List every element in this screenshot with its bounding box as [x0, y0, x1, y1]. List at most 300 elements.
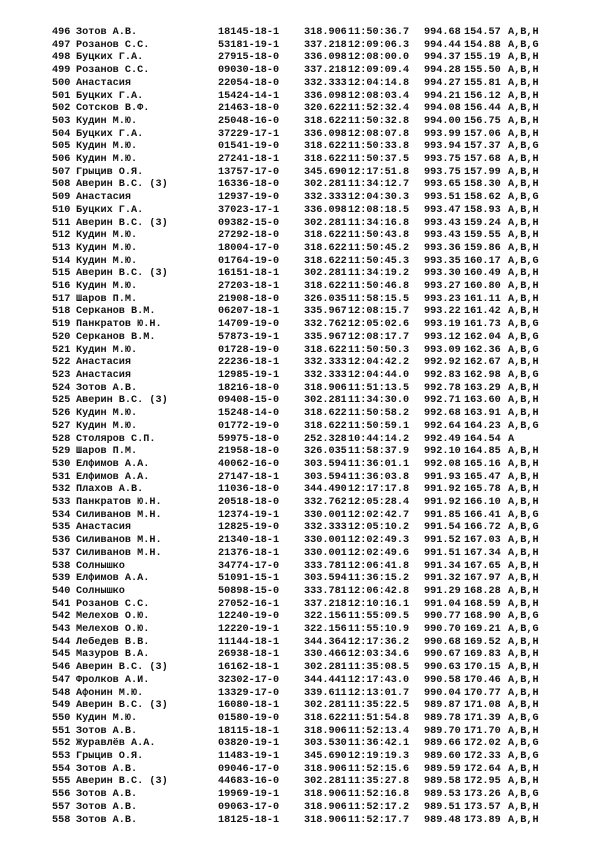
cell-ring-number: 53181-19-1: [218, 39, 280, 51]
cell-speed: 989.51: [424, 801, 461, 813]
cell-arrival-time: 10:44:14.2: [348, 433, 410, 445]
cell-place: 507: [52, 166, 71, 178]
cell-coefficient: 154.57: [464, 27, 501, 38]
cell-coefficient: 162.67: [464, 357, 501, 369]
cell-speed: 993.75: [424, 166, 461, 178]
cell-coefficient: 170.15: [464, 662, 501, 674]
cell-arrival-time: 12:17:36.2: [348, 636, 410, 648]
cell-arrival-time: 11:58:15.5: [348, 293, 410, 305]
cell-coefficient: 171.70: [464, 725, 501, 737]
cell-category-flags: A,B,H: [508, 687, 539, 699]
cell-category-flags: A,B,H: [508, 115, 539, 127]
table-row: [52, 294, 562, 307]
cell-place: 513: [52, 242, 71, 254]
cell-coefficient: 172.64: [464, 763, 501, 775]
cell-speed: 989.87: [424, 700, 461, 712]
cell-arrival-time: 12:06:42.8: [348, 585, 410, 597]
cell-category-flags: A,B,H: [508, 166, 539, 178]
cell-distance: 320.622: [304, 103, 347, 115]
table-row: [52, 129, 562, 142]
cell-category-flags: A,B,H: [508, 535, 539, 547]
table-row: [52, 751, 562, 764]
cell-speed: 993.23: [424, 293, 461, 305]
table-row: [52, 281, 562, 294]
cell-place: 509: [52, 192, 71, 204]
cell-distance: 302.281: [304, 217, 347, 229]
cell-category-flags: A,B,H: [508, 497, 539, 509]
table-row: [52, 484, 562, 497]
cell-ring-number: 32302-17-0: [218, 674, 280, 686]
cell-coefficient: 162.98: [464, 369, 501, 381]
cell-coefficient: 173.89: [464, 814, 501, 826]
cell-arrival-time: 11:35:22.5: [348, 700, 410, 712]
table-row: [52, 268, 562, 281]
cell-ring-number: 18145-18-1: [218, 27, 280, 38]
cell-category-flags: A,B,H: [508, 128, 539, 140]
cell-owner-name: Аверин В.С. (3): [76, 217, 168, 229]
cell-place: 534: [52, 509, 71, 521]
cell-distance: 318.622: [304, 281, 347, 293]
cell-speed: 993.65: [424, 179, 461, 191]
cell-coefficient: 165.78: [464, 484, 501, 496]
table-row: [52, 179, 562, 192]
cell-arrival-time: 11:35:08.5: [348, 662, 410, 674]
cell-distance: 337.218: [304, 65, 347, 77]
cell-owner-name: Кудин М.Ю.: [76, 255, 138, 267]
cell-coefficient: 170.77: [464, 687, 501, 699]
cell-arrival-time: 11:34:16.8: [348, 217, 410, 229]
cell-owner-name: Афонин М.Ю.: [76, 687, 144, 699]
cell-ring-number: 01772-19-0: [218, 420, 280, 432]
cell-owner-name: Аверин В.С. (3): [76, 662, 168, 674]
cell-coefficient: 173.57: [464, 801, 501, 813]
cell-owner-name: Кудин М.Ю.: [76, 115, 138, 127]
cell-arrival-time: 12:19:19.3: [348, 751, 410, 763]
cell-place: 506: [52, 154, 71, 166]
cell-place: 530: [52, 458, 71, 470]
cell-distance: 339.611: [304, 687, 347, 699]
cell-coefficient: 155.81: [464, 77, 501, 89]
cell-speed: 991.32: [424, 573, 461, 585]
cell-speed: 991.92: [424, 497, 461, 509]
cell-category-flags: A,B,G: [508, 509, 539, 521]
cell-distance: 326.035: [304, 446, 347, 458]
cell-speed: 993.47: [424, 204, 461, 216]
cell-arrival-time: 12:03:34.6: [348, 649, 410, 661]
cell-ring-number: 27203-18-1: [218, 281, 280, 293]
cell-distance: 332.333: [304, 192, 347, 204]
cell-ring-number: 21340-18-1: [218, 535, 280, 547]
cell-ring-number: 09063-17-0: [218, 801, 280, 813]
cell-place: 532: [52, 484, 71, 496]
cell-coefficient: 172.33: [464, 751, 501, 763]
cell-ring-number: 19969-19-1: [218, 789, 280, 801]
cell-arrival-time: 11:55:10.9: [348, 624, 410, 636]
cell-speed: 992.49: [424, 433, 461, 445]
cell-category-flags: A,B,H: [508, 103, 539, 115]
table-row: [52, 408, 562, 421]
cell-category-flags: A,B,G: [508, 624, 539, 636]
cell-arrival-time: 12:17:17.8: [348, 484, 410, 496]
cell-owner-name: Мелехов О.Ю.: [76, 624, 150, 636]
cell-ring-number: 11483-19-1: [218, 751, 280, 763]
cell-ring-number: 15424-14-1: [218, 90, 280, 102]
cell-coefficient: 169.52: [464, 636, 501, 648]
cell-ring-number: 15248-14-0: [218, 408, 280, 420]
cell-arrival-time: 12:08:18.5: [348, 204, 410, 216]
cell-category-flags: A,B,H: [508, 725, 539, 737]
cell-owner-name: Кудин М.Ю.: [76, 344, 138, 356]
cell-speed: 993.22: [424, 306, 461, 318]
cell-owner-name: Кудин М.Ю.: [76, 420, 138, 432]
cell-speed: 993.09: [424, 344, 461, 356]
cell-speed: 991.29: [424, 585, 461, 597]
cell-owner-name: Кудин М.Ю.: [76, 712, 138, 724]
table-row: [52, 510, 562, 523]
cell-category-flags: A,B,H: [508, 700, 539, 712]
cell-place: 499: [52, 65, 71, 77]
cell-category-flags: A,B,H: [508, 27, 539, 38]
cell-arrival-time: 11:52:16.8: [348, 789, 410, 801]
cell-owner-name: Елфимов А.А.: [76, 458, 150, 470]
cell-coefficient: 172.95: [464, 776, 501, 788]
cell-owner-name: Сотсков В.Ф.: [76, 103, 150, 115]
cell-coefficient: 165.47: [464, 471, 501, 483]
cell-place: 526: [52, 408, 71, 420]
table-row: [52, 306, 562, 319]
cell-category-flags: A,B,G: [508, 369, 539, 381]
cell-category-flags: A,B,H: [508, 408, 539, 420]
cell-category-flags: A,B,H: [508, 674, 539, 686]
cell-speed: 994.28: [424, 65, 461, 77]
cell-distance: 336.098: [304, 204, 347, 216]
table-row: [52, 91, 562, 104]
cell-coefficient: 170.46: [464, 674, 501, 686]
cell-ring-number: 21958-18-0: [218, 446, 280, 458]
cell-category-flags: A,B,H: [508, 662, 539, 674]
cell-owner-name: Аверин В.С. (3): [76, 776, 168, 788]
cell-owner-name: Розанов С.С.: [76, 65, 150, 77]
cell-arrival-time: 11:36:03.8: [348, 471, 410, 483]
table-row: [52, 802, 562, 815]
cell-place: 546: [52, 662, 71, 674]
cell-place: 500: [52, 77, 71, 89]
cell-ring-number: 12985-19-1: [218, 369, 280, 381]
cell-coefficient: 171.39: [464, 712, 501, 724]
cell-ring-number: 20518-18-0: [218, 497, 280, 509]
cell-arrival-time: 11:34:19.2: [348, 268, 410, 280]
cell-distance: 318.622: [304, 141, 347, 153]
cell-distance: 322.156: [304, 624, 347, 636]
cell-category-flags: A,B,H: [508, 458, 539, 470]
cell-distance: 318.622: [304, 230, 347, 242]
table-row: [52, 52, 562, 65]
cell-ring-number: 27292-18-0: [218, 230, 280, 242]
cell-distance: 344.441: [304, 674, 347, 686]
cell-distance: 318.906: [304, 763, 347, 775]
cell-speed: 989.78: [424, 712, 461, 724]
cell-ring-number: 09046-17-0: [218, 763, 280, 775]
cell-arrival-time: 12:02:49.3: [348, 535, 410, 547]
cell-place: 547: [52, 674, 71, 686]
cell-coefficient: 163.60: [464, 395, 501, 407]
cell-owner-name: Зотов А.В.: [76, 27, 138, 38]
cell-category-flags: A,B,G: [508, 789, 539, 801]
cell-category-flags: A,B,H: [508, 242, 539, 254]
cell-category-flags: A,B,H: [508, 636, 539, 648]
cell-coefficient: 169.21: [464, 624, 501, 636]
cell-arrival-time: 11:50:37.5: [348, 154, 410, 166]
cell-owner-name: Анастасия: [76, 369, 132, 381]
cell-distance: 318.622: [304, 344, 347, 356]
cell-place: 535: [52, 522, 71, 534]
cell-arrival-time: 11:50:45.3: [348, 255, 410, 267]
cell-category-flags: A,B,H: [508, 306, 539, 318]
cell-category-flags: A,B,H: [508, 281, 539, 293]
cell-distance: 302.281: [304, 776, 347, 788]
cell-category-flags: A,B,H: [508, 763, 539, 775]
cell-coefficient: 159.86: [464, 242, 501, 254]
cell-category-flags: A,B,H: [508, 230, 539, 242]
cell-distance: 332.762: [304, 319, 347, 331]
table-row: [52, 662, 562, 675]
table-row: [52, 548, 562, 561]
cell-distance: 318.906: [304, 725, 347, 737]
cell-owner-name: Лебедев В.В.: [76, 636, 150, 648]
cell-ring-number: 06207-18-1: [218, 306, 280, 318]
cell-place: 544: [52, 636, 71, 648]
cell-coefficient: 167.34: [464, 547, 501, 559]
cell-coefficient: 165.16: [464, 458, 501, 470]
cell-owner-name: Шаров П.М.: [76, 446, 138, 458]
cell-ring-number: 18216-18-0: [218, 382, 280, 394]
cell-speed: 991.04: [424, 598, 461, 610]
cell-category-flags: A,B,H: [508, 52, 539, 64]
cell-owner-name: Мазуров В.А.: [76, 649, 150, 661]
cell-coefficient: 168.28: [464, 585, 501, 597]
cell-distance: 330.001: [304, 509, 347, 521]
cell-place: 502: [52, 103, 71, 115]
cell-ring-number: 37023-17-1: [218, 204, 280, 216]
cell-distance: 335.967: [304, 306, 347, 318]
cell-arrival-time: 11:50:50.3: [348, 344, 410, 356]
cell-place: 539: [52, 573, 71, 585]
table-row: [52, 789, 562, 802]
cell-coefficient: 162.04: [464, 331, 501, 343]
cell-ring-number: 16151-18-1: [218, 268, 280, 280]
cell-arrival-time: 12:08:07.8: [348, 128, 410, 140]
cell-category-flags: A,B,G: [508, 712, 539, 724]
cell-arrival-time: 11:52:17.7: [348, 814, 410, 826]
cell-owner-name: Силиванов М.Н.: [76, 509, 162, 521]
table-row: [52, 434, 562, 447]
table-row: [52, 738, 562, 751]
cell-category-flags: A,B,H: [508, 776, 539, 788]
cell-distance: 303.594: [304, 471, 347, 483]
cell-owner-name: Анастасия: [76, 357, 132, 369]
cell-speed: 991.54: [424, 522, 461, 534]
cell-speed: 994.21: [424, 90, 461, 102]
table-row: [52, 383, 562, 396]
cell-arrival-time: 11:50:43.8: [348, 230, 410, 242]
cell-arrival-time: 11:34:12.7: [348, 179, 410, 191]
cell-arrival-time: 11:50:33.8: [348, 141, 410, 153]
cell-arrival-time: 11:51:13.5: [348, 382, 410, 394]
cell-distance: 322.156: [304, 611, 347, 623]
cell-category-flags: A,B,H: [508, 382, 539, 394]
cell-speed: 993.27: [424, 281, 461, 293]
cell-ring-number: 12825-19-0: [218, 522, 280, 534]
cell-coefficient: 156.44: [464, 103, 501, 115]
cell-category-flags: A,B,H: [508, 814, 539, 826]
table-row: [52, 154, 562, 167]
cell-category-flags: A,B,G: [508, 420, 539, 432]
cell-arrival-time: 11:52:13.4: [348, 725, 410, 737]
cell-place: 541: [52, 598, 71, 610]
table-row: [52, 103, 562, 116]
cell-speed: 990.68: [424, 636, 461, 648]
cell-coefficient: 162.36: [464, 344, 501, 356]
cell-ring-number: 01728-19-0: [218, 344, 280, 356]
cell-arrival-time: 12:10:16.1: [348, 598, 410, 610]
cell-distance: 326.035: [304, 293, 347, 305]
cell-speed: 993.19: [424, 319, 461, 331]
cell-category-flags: A,B,H: [508, 471, 539, 483]
table-row: [52, 230, 562, 243]
cell-ring-number: 18125-18-1: [218, 814, 280, 826]
cell-distance: 318.906: [304, 382, 347, 394]
cell-coefficient: 156.75: [464, 115, 501, 127]
cell-owner-name: Зотов А.В.: [76, 801, 138, 813]
cell-arrival-time: 12:13:01.7: [348, 687, 410, 699]
cell-speed: 994.37: [424, 52, 461, 64]
cell-distance: 302.281: [304, 268, 347, 280]
cell-place: 516: [52, 281, 71, 293]
cell-speed: 993.35: [424, 255, 461, 267]
cell-coefficient: 168.59: [464, 598, 501, 610]
cell-category-flags: A,B,G: [508, 192, 539, 204]
cell-owner-name: Солнышко: [76, 560, 125, 572]
cell-category-flags: A,B,H: [508, 484, 539, 496]
cell-owner-name: Плахов А.В.: [76, 484, 144, 496]
cell-distance: 318.622: [304, 255, 347, 267]
cell-arrival-time: 11:58:37.9: [348, 446, 410, 458]
cell-owner-name: Шаров П.М.: [76, 293, 138, 305]
cell-distance: 345.690: [304, 751, 347, 763]
cell-owner-name: Аверин В.С. (3): [76, 179, 168, 191]
cell-category-flags: A,B,H: [508, 204, 539, 216]
cell-owner-name: Кудин М.Ю.: [76, 230, 138, 242]
cell-owner-name: Зотов А.В.: [76, 725, 138, 737]
cell-coefficient: 172.02: [464, 738, 501, 750]
cell-place: 522: [52, 357, 71, 369]
cell-place: 552: [52, 738, 71, 750]
cell-ring-number: 18004-17-0: [218, 242, 280, 254]
cell-speed: 993.75: [424, 154, 461, 166]
cell-arrival-time: 12:09:09.4: [348, 65, 410, 77]
cell-distance: 303.594: [304, 573, 347, 585]
cell-speed: 992.68: [424, 408, 461, 420]
table-row: [52, 357, 562, 370]
cell-owner-name: Зотов А.В.: [76, 382, 138, 394]
table-row: [52, 421, 562, 434]
cell-place: 542: [52, 611, 71, 623]
cell-ring-number: 34774-17-0: [218, 560, 280, 572]
cell-distance: 332.333: [304, 77, 347, 89]
cell-category-flags: A,B,G: [508, 39, 539, 51]
cell-category-flags: A,B,H: [508, 446, 539, 458]
cell-category-flags: A,B,H: [508, 217, 539, 229]
cell-category-flags: A,B,H: [508, 395, 539, 407]
cell-distance: 333.781: [304, 585, 347, 597]
cell-category-flags: A,B,G: [508, 611, 539, 623]
cell-distance: 252.328: [304, 433, 347, 445]
cell-category-flags: A,B,H: [508, 293, 539, 305]
cell-place: 529: [52, 446, 71, 458]
cell-arrival-time: 11:52:32.4: [348, 103, 410, 115]
cell-speed: 991.92: [424, 484, 461, 496]
cell-place: 527: [52, 420, 71, 432]
cell-speed: 992.92: [424, 357, 461, 369]
cell-coefficient: 163.91: [464, 408, 501, 420]
cell-speed: 994.68: [424, 27, 461, 38]
cell-coefficient: 164.85: [464, 446, 501, 458]
cell-arrival-time: 12:05:10.2: [348, 522, 410, 534]
cell-arrival-time: 11:52:17.2: [348, 801, 410, 813]
cell-speed: 989.66: [424, 738, 461, 750]
cell-coefficient: 155.19: [464, 52, 501, 64]
cell-category-flags: A,B,H: [508, 560, 539, 572]
cell-place: 540: [52, 585, 71, 597]
table-row: [52, 599, 562, 612]
cell-distance: 318.622: [304, 408, 347, 420]
cell-arrival-time: 12:04:30.3: [348, 192, 410, 204]
cell-distance: 318.622: [304, 242, 347, 254]
cell-place: 523: [52, 369, 71, 381]
cell-owner-name: Аверин В.С. (3): [76, 700, 168, 712]
table-row: [52, 27, 562, 40]
cell-owner-name: Грыцив О.Я.: [76, 751, 144, 763]
cell-owner-name: Буцких Г.А.: [76, 204, 144, 216]
cell-ring-number: 11144-18-1: [218, 636, 280, 648]
cell-speed: 990.77: [424, 611, 461, 623]
cell-arrival-time: 12:09:06.3: [348, 39, 410, 51]
cell-ring-number: 03820-19-1: [218, 738, 280, 750]
cell-ring-number: 09382-15-0: [218, 217, 280, 229]
cell-speed: 989.58: [424, 776, 461, 788]
cell-owner-name: Анастасия: [76, 192, 132, 204]
cell-arrival-time: 12:08:17.7: [348, 331, 410, 343]
cell-place: 528: [52, 433, 71, 445]
cell-ring-number: 27915-18-0: [218, 52, 280, 64]
cell-distance: 318.622: [304, 712, 347, 724]
cell-owner-name: Зотов А.В.: [76, 814, 138, 826]
cell-category-flags: A,B,H: [508, 585, 539, 597]
cell-ring-number: 12220-19-1: [218, 624, 280, 636]
cell-distance: 333.781: [304, 560, 347, 572]
table-row: [52, 116, 562, 129]
cell-arrival-time: 12:05:28.4: [348, 497, 410, 509]
cell-place: 510: [52, 204, 71, 216]
cell-ring-number: 16080-18-1: [218, 700, 280, 712]
cell-speed: 992.78: [424, 382, 461, 394]
table-row: [52, 472, 562, 485]
cell-owner-name: Панкратов Ю.Н.: [76, 319, 162, 331]
cell-place: 554: [52, 763, 71, 775]
cell-speed: 992.83: [424, 369, 461, 381]
cell-speed: 989.70: [424, 725, 461, 737]
cell-coefficient: 157.06: [464, 128, 501, 140]
